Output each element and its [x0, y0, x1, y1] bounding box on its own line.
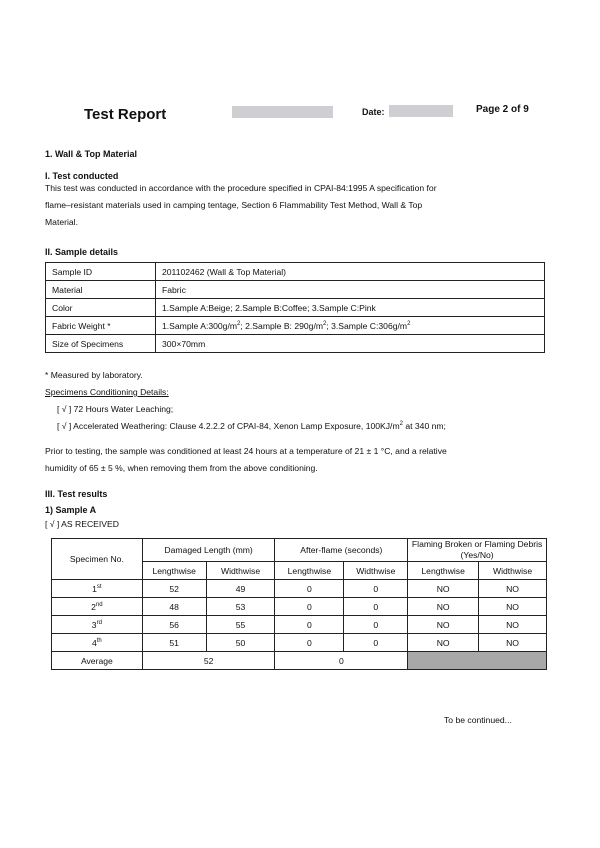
table-row [46, 281, 545, 299]
text-part: ; 2.Sample B: 290g/m [240, 320, 323, 331]
table-cell: Size of Specimens [46, 335, 156, 353]
table-cell: 53 [206, 598, 275, 616]
text-line: Prior to testing, the sample was conditioned at least 24 hours at a temperature of 21 ± 1 °C, and a relative [45, 446, 447, 456]
table-cell: 0 [344, 598, 408, 616]
table-cell [156, 317, 545, 335]
text-part: at 340 nm; [402, 421, 446, 431]
test-conducted-title: I. Test conducted [45, 171, 119, 181]
table-cell: Material [46, 281, 156, 299]
table-row [52, 616, 547, 634]
table-cell: NO [479, 580, 547, 598]
table-row [46, 317, 545, 335]
shaded-cell [408, 652, 547, 670]
table-cell: Sample ID [46, 263, 156, 281]
column-header: Damaged Length (mm) [142, 539, 275, 562]
measured-note: * Measured by laboratory. [45, 370, 143, 380]
specimen-no [52, 598, 143, 616]
sample-details-title: II. Sample details [45, 247, 119, 257]
superscript: st [96, 583, 102, 590]
table-cell: 201102462 (Wall & Top Material) [156, 263, 545, 281]
table-cell: 50 [206, 634, 275, 652]
continued-note: To be continued... [444, 715, 512, 725]
column-header: Widthwise [206, 562, 275, 580]
table-cell: 49 [206, 580, 275, 598]
table-row [46, 299, 545, 317]
table-cell: 0 [275, 616, 344, 634]
average-row [52, 652, 547, 670]
column-header: Widthwise [344, 562, 408, 580]
results-table [51, 538, 547, 670]
text-line: This test was conducted in accordance with the procedure specified in CPAI-84:1995 A specification for [45, 183, 437, 193]
redacted-block [232, 106, 333, 118]
text-part: 3 [91, 619, 97, 630]
superscript: 2 [237, 320, 241, 327]
section-title: 1. Wall & Top Material [45, 149, 138, 159]
column-header: Lengthwise [275, 562, 344, 580]
table-cell: 0 [344, 616, 408, 634]
text-line: flame–resistant materials used in camping tentage, Section 6 Flammability Test Method, Wall & Top [45, 200, 423, 210]
page-number: Page 2 of 9 [476, 104, 529, 115]
conditioning-item [57, 418, 446, 435]
table-row [52, 634, 547, 652]
column-header: Lengthwise [142, 562, 206, 580]
table-cell: 0 [275, 598, 344, 616]
conditioning-title: Specimens Conditioning Details: [45, 387, 169, 397]
table-cell: NO [408, 580, 479, 598]
text-part: 1.Sample A:300g/m [162, 320, 238, 331]
table-cell: 0 [344, 634, 408, 652]
superscript: th [96, 637, 102, 644]
average-afterflame: 0 [275, 652, 408, 670]
received-label: [ √ ] AS RECEIVED [45, 519, 119, 529]
table-cell: Color [46, 299, 156, 317]
column-header: Widthwise [479, 562, 547, 580]
text-part: 4 [91, 637, 97, 648]
sample-label: 1) Sample A [45, 505, 97, 515]
superscript: rd [96, 619, 102, 626]
conditioning-item: [ √ ] 72 Hours Water Leaching; [57, 404, 174, 414]
column-header: After-flame (seconds) [275, 539, 408, 562]
superscript: 2 [323, 320, 327, 327]
table-header-row [52, 539, 547, 562]
table-cell: NO [479, 598, 547, 616]
test-results-title: III. Test results [45, 489, 108, 499]
superscript: 2 [407, 320, 411, 327]
sample-details-table [45, 262, 545, 353]
date-label: Date: [362, 107, 385, 117]
table-cell: NO [479, 616, 547, 634]
table-cell: 300×70mm [156, 335, 545, 353]
table-cell: 48 [142, 598, 206, 616]
average-label: Average [52, 652, 143, 670]
table-cell: 52 [142, 580, 206, 598]
conditioning-paragraph [45, 443, 560, 477]
redacted-date [389, 105, 453, 117]
table-cell: NO [408, 598, 479, 616]
table-row [52, 598, 547, 616]
table-cell: 56 [142, 616, 206, 634]
column-header: Specimen No. [52, 539, 143, 580]
text-line: Material. [45, 217, 78, 227]
table-cell: NO [479, 634, 547, 652]
table-cell: Fabric Weight * [46, 317, 156, 335]
table-cell: 0 [275, 634, 344, 652]
table-cell: 1.Sample A:Beige; 2.Sample B:Coffee; 3.Sample C:Pink [156, 299, 545, 317]
specimen-no [52, 616, 143, 634]
text-part: 2 [91, 601, 96, 612]
table-row [46, 335, 545, 353]
specimen-no [52, 634, 143, 652]
average-damaged: 52 [142, 652, 275, 670]
superscript: nd [95, 601, 103, 608]
table-cell: NO [408, 634, 479, 652]
table-cell: 0 [275, 580, 344, 598]
text-line: humidity of 65 ± 5 %, when removing them from the above conditioning. [45, 463, 318, 473]
text-part: [ √ ] Accelerated Weathering: Clause 4.2.2.2 of CPAI-84, Xenon Lamp Exposure, 100KJ/m [57, 421, 400, 431]
table-cell: Fabric [156, 281, 545, 299]
test-conducted-text [45, 180, 555, 231]
column-header: Flaming Broken or Flaming Debris (Yes/No) [408, 539, 547, 562]
specimen-no [52, 580, 143, 598]
table-cell: NO [408, 616, 479, 634]
superscript: 2 [399, 421, 403, 428]
table-row [46, 263, 545, 281]
table-row [52, 580, 547, 598]
column-header: Lengthwise [408, 562, 479, 580]
text-part: 1 [92, 583, 97, 594]
table-cell: 0 [344, 580, 408, 598]
table-cell: 51 [142, 634, 206, 652]
text-part: ; 3.Sample C:306g/m [326, 320, 408, 331]
table-cell: 55 [206, 616, 275, 634]
report-title: Test Report [84, 106, 167, 123]
